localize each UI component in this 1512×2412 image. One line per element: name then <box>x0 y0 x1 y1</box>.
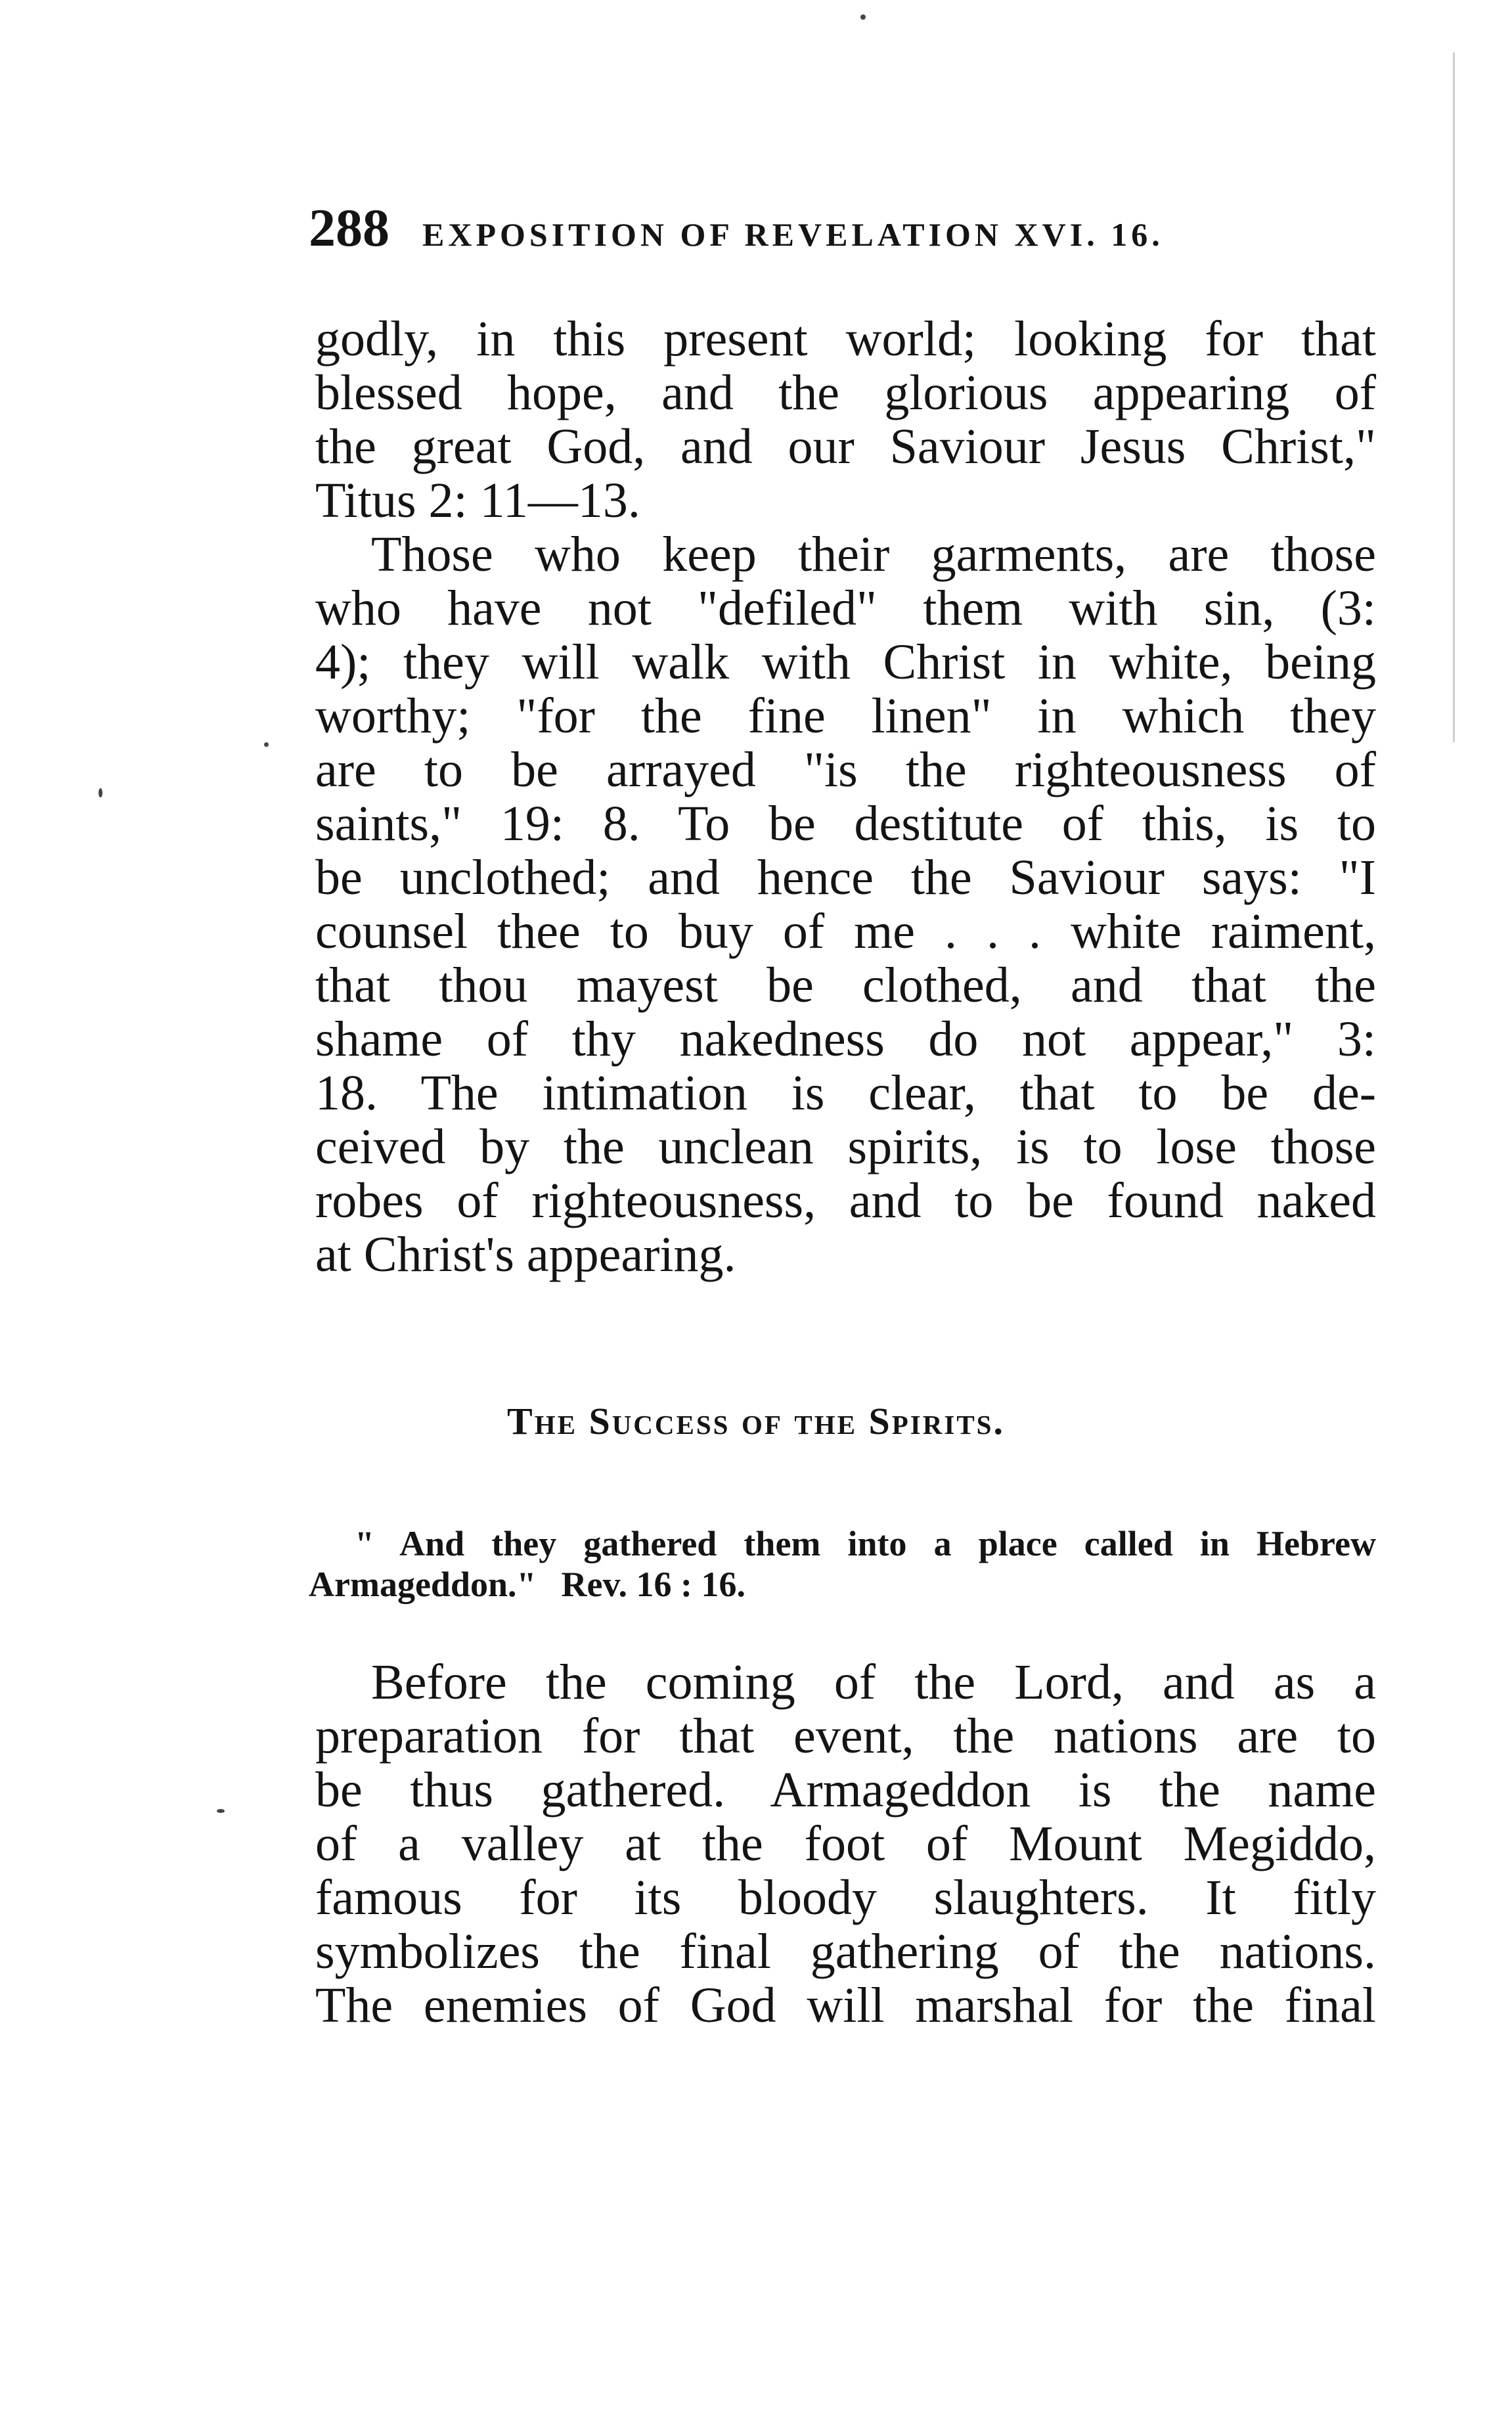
scan-speck <box>264 742 269 747</box>
body-line: be thus gathered. Armageddon is the name <box>315 1762 1376 1818</box>
section-title: The Success of the Spirits. <box>507 1400 1005 1442</box>
body-line: symbolizes the final gathering of the nations. <box>315 1924 1376 1979</box>
body-line: godly, in this present world; looking for that <box>315 311 1376 367</box>
body-line: that thou mayest be clothed, and that the <box>315 958 1376 1013</box>
epigraph-line: Armageddon." <box>309 1565 537 1604</box>
body-line: robes of righteousness, and to be found naked <box>315 1173 1376 1228</box>
page-edge-shadow <box>1453 53 1455 742</box>
body-line: The enemies of God will marshal for the final <box>315 1978 1376 2033</box>
body-line: 18. The intimation is clear, that to be de- <box>315 1065 1376 1121</box>
running-header <box>309 197 1379 256</box>
page-number: 288 <box>309 198 389 257</box>
body-line: at Christ's appearing. <box>315 1227 736 1282</box>
epigraph-line: " And they gathered them into a place called in Hebrew <box>355 1524 1376 1563</box>
body-line: worthy; "for the fine linen" in which they <box>315 688 1376 744</box>
body-line: who have not "defiled" them with sin, (3: <box>315 581 1376 636</box>
body-line: famous for its bloody slaughters. It fitly <box>315 1870 1376 1925</box>
body-line: ceived by the unclean spirits, is to lose those <box>315 1119 1376 1174</box>
scan-speck <box>217 1809 225 1813</box>
body-line: shame of thy nakedness do not appear," 3: <box>315 1012 1376 1067</box>
body-line: 4); they will walk with Christ in white, being <box>315 635 1376 690</box>
running-title: EXPOSITION OF REVELATION XVI. 16. <box>422 216 1164 253</box>
body-line: counsel thee to buy of me . . . white raiment, <box>315 904 1376 959</box>
body-line: preparation for that event, the nations are to <box>315 1708 1376 1764</box>
body-line: be unclothed; and hence the Saviour says: "I <box>315 850 1376 905</box>
body-line: saints," 19: 8. To be destitute of this, is to <box>315 796 1376 851</box>
body-line: Before the coming of the Lord, and as a <box>371 1655 1376 1710</box>
body-line: of a valley at the foot of Mount Megiddo, <box>315 1816 1376 1871</box>
epigraph-source <box>309 1565 1376 1604</box>
scripture-reference: Rev. 16 : 16. <box>561 1565 745 1604</box>
scan-speck <box>860 14 866 20</box>
body-line: are to be arrayed "is the righteousness of <box>315 742 1376 797</box>
body-line: the great God, and our Saviour Jesus Christ," <box>315 419 1376 474</box>
scan-speck <box>99 788 102 797</box>
body-line: Those who keep their garments, are those <box>371 527 1376 582</box>
body-line: Titus 2: 11—13. <box>315 473 640 528</box>
body-line: blessed hope, and the glorious appearing of <box>315 365 1376 420</box>
